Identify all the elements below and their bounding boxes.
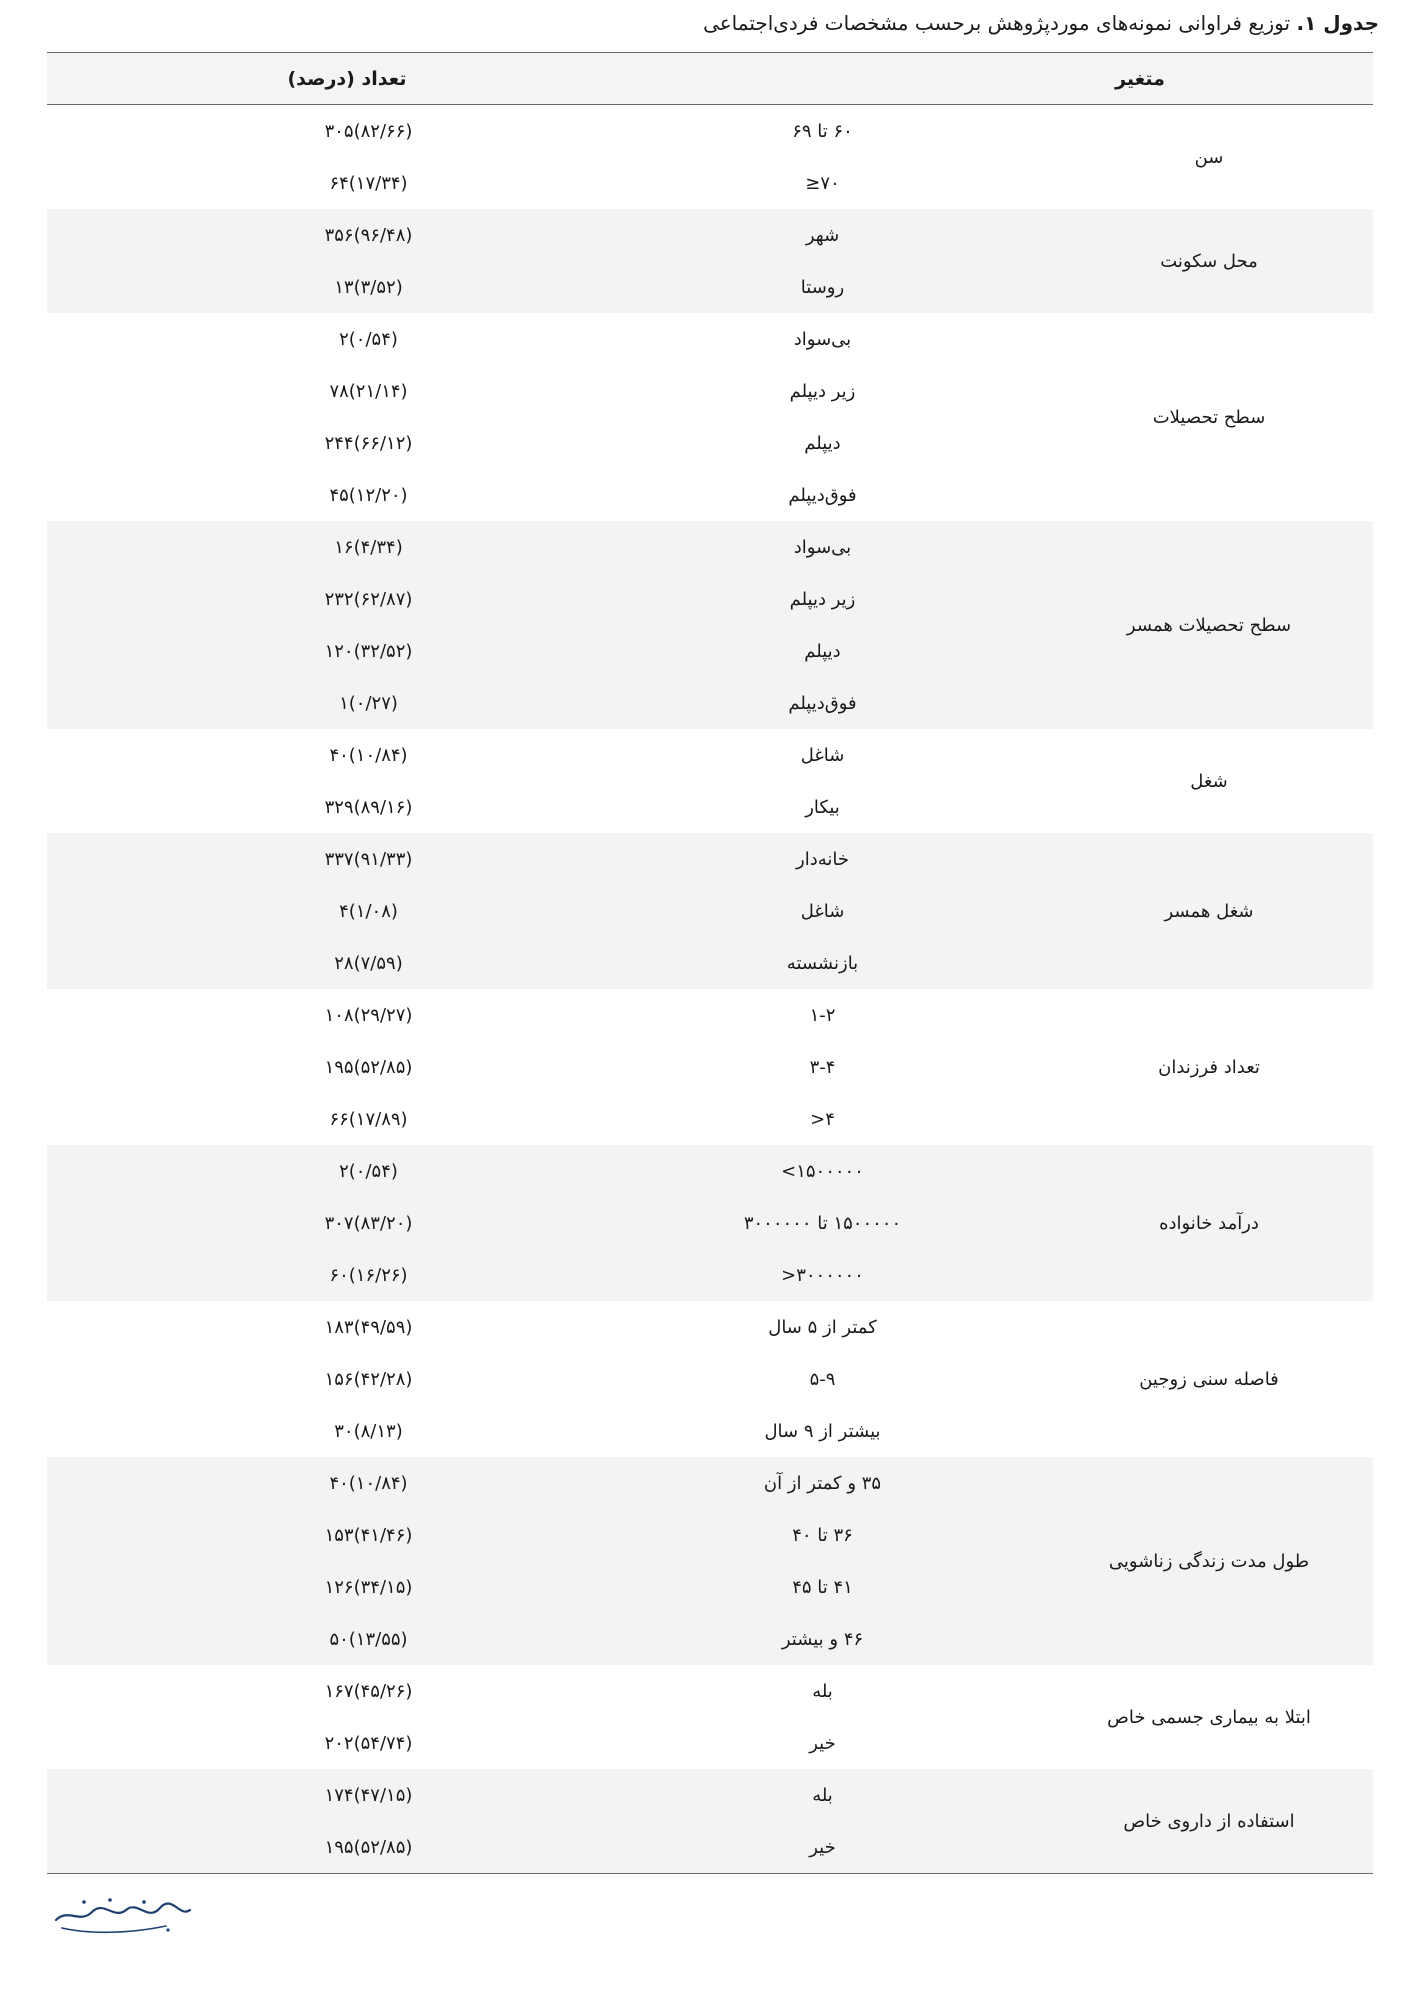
category-cell: ۴< — [810, 1108, 835, 1130]
header-count: تعداد (درصد) — [287, 67, 407, 90]
table-body — [47, 105, 1373, 1873]
count-cell: ۱۸۳(۴۹/۵۹) — [324, 1316, 413, 1338]
count-cell: ۱۶(۴/۳۴) — [334, 536, 403, 558]
category-cell: بی‌سواد — [793, 536, 852, 558]
category-cell: خیر — [809, 1732, 836, 1754]
category-cell: ۳۰۰۰۰۰۰< — [781, 1264, 864, 1286]
table-row — [47, 261, 1045, 313]
variable-name: استفاده از داروی خاص — [1123, 1810, 1295, 1832]
count-cell: ۱۲۶(۳۴/۱۵) — [324, 1576, 413, 1598]
table-row — [47, 1249, 1045, 1301]
count-cell: ۱۷۴(۴۷/۱۵) — [324, 1784, 413, 1806]
category-cell: بله — [812, 1680, 833, 1702]
variable-name: سن — [1194, 146, 1224, 168]
table-row — [47, 1197, 1045, 1249]
category-cell: روستا — [800, 276, 845, 298]
category-cell: کمتر از ۵ سال — [768, 1316, 877, 1338]
header-variable: متغیر — [1115, 67, 1165, 90]
category-cell: ۱۵۰۰۰۰۰> — [781, 1160, 864, 1182]
variable-group — [47, 313, 1373, 521]
variable-group — [47, 1665, 1373, 1769]
category-cell: فوق‌دیپلم — [788, 692, 857, 714]
category-cell: بله — [812, 1784, 833, 1806]
table-row — [47, 781, 1045, 833]
category-cell: ۱-۲ — [809, 1004, 836, 1026]
category-cell: ۳۶ تا ۴۰ — [792, 1524, 853, 1546]
category-cell: ۱۵۰۰۰۰۰ تا ۳۰۰۰۰۰۰ — [743, 1212, 902, 1234]
variable-group — [47, 1457, 1373, 1665]
count-cell: ۴(۱/۰۸) — [339, 900, 398, 922]
table-row — [47, 1561, 1045, 1613]
count-cell: ۱۵۶(۴۲/۲۸) — [324, 1368, 413, 1390]
variable-name: طول مدت زندگی زناشویی — [1108, 1550, 1310, 1572]
variable-group — [47, 1769, 1373, 1873]
count-cell: ۲۸(۷/۵۹) — [334, 952, 403, 974]
table-row — [47, 313, 1045, 365]
category-cell: ۷۰≤ — [805, 172, 840, 194]
count-cell: ۱۵۳(۴۱/۴۶) — [324, 1524, 413, 1546]
journal-logo — [48, 1890, 198, 1940]
variable-group — [47, 833, 1373, 989]
data-table — [47, 52, 1373, 1874]
table-row — [47, 1613, 1045, 1665]
table-row — [47, 1769, 1045, 1821]
count-cell: ۲(۰/۵۴) — [339, 1160, 398, 1182]
count-cell: ۲۳۲(۶۲/۸۷) — [324, 588, 413, 610]
count-cell: ۱۲۰(۳۲/۵۲) — [324, 640, 413, 662]
table-header — [47, 53, 1373, 105]
variable-name: سطح تحصیلات همسر — [1126, 614, 1292, 636]
count-cell: ۲۰۲(۵۴/۷۴) — [324, 1732, 413, 1754]
table-row — [47, 1301, 1045, 1353]
variable-group — [47, 729, 1373, 833]
table-row — [47, 729, 1045, 781]
table-caption — [28, 8, 1379, 38]
category-cell: شهر — [805, 224, 840, 246]
table-row — [47, 937, 1045, 989]
category-cell: شاغل — [800, 744, 845, 766]
table-row — [47, 885, 1045, 937]
variable-name: درآمد خانواده — [1159, 1212, 1259, 1234]
table-row — [47, 625, 1045, 677]
table-row — [47, 1405, 1045, 1457]
count-cell: ۴۰(۱۰/۸۴) — [329, 744, 408, 766]
variable-name: شغل — [1190, 770, 1228, 792]
count-cell: ۳۳۷(۹۱/۳۳) — [324, 848, 413, 870]
category-cell: ۳-۴ — [809, 1056, 836, 1078]
category-cell: ۴۱ تا ۴۵ — [792, 1576, 853, 1598]
variable-name: شغل همسر — [1164, 900, 1254, 922]
count-cell: ۱۶۷(۴۵/۲۶) — [324, 1680, 413, 1702]
count-cell: ۳۰۵(۸۲/۶۶) — [324, 120, 413, 142]
count-cell: ۵۰(۱۳/۵۵) — [329, 1628, 408, 1650]
count-cell: ۲(۰/۵۴) — [339, 328, 398, 350]
category-cell: ۴۶ و بیشتر — [781, 1628, 864, 1650]
count-cell: ۳۲۹(۸۹/۱۶) — [324, 796, 413, 818]
count-cell: ۱۰۸(۲۹/۲۷) — [324, 1004, 413, 1026]
table-row — [47, 573, 1045, 625]
table-row — [47, 1145, 1045, 1197]
table-row — [47, 1041, 1045, 1093]
variable-name: ابتلا به بیماری جسمی خاص — [1107, 1706, 1311, 1728]
count-cell: ۶۶(۱۷/۸۹) — [329, 1108, 408, 1130]
variable-group — [47, 1301, 1373, 1457]
table-row — [47, 469, 1045, 521]
category-cell: شاغل — [800, 900, 845, 922]
table-row — [47, 1821, 1045, 1873]
table-row — [47, 1665, 1045, 1717]
table-row — [47, 157, 1045, 209]
variable-group — [47, 105, 1373, 209]
variable-name: تعداد فرزندان — [1158, 1056, 1260, 1078]
caption-label: جدول ۱. — [1296, 11, 1379, 35]
table-row — [47, 833, 1045, 885]
category-cell: بی‌سواد — [793, 328, 852, 350]
table-row — [47, 365, 1045, 417]
variable-group — [47, 1145, 1373, 1301]
category-cell: فوق‌دیپلم — [788, 484, 857, 506]
category-cell: زیر دیپلم — [789, 588, 856, 610]
variable-name: محل سکونت — [1160, 250, 1258, 272]
count-cell: ۲۴۴(۶۶/۱۲) — [324, 432, 413, 454]
count-cell: ۱۹۵(۵۲/۸۵) — [324, 1056, 413, 1078]
count-cell: ۶۴(۱۷/۳۴) — [329, 172, 408, 194]
count-cell: ۳۵۶(۹۶/۴۸) — [324, 224, 413, 246]
category-cell: ۳۵ و کمتر از آن — [763, 1472, 882, 1494]
count-cell: ۱۹۵(۵۲/۸۵) — [324, 1836, 413, 1858]
count-cell: ۶۰(۱۶/۲۶) — [329, 1264, 408, 1286]
table-row — [47, 209, 1045, 261]
category-cell: دیپلم — [804, 640, 841, 662]
table-row — [47, 417, 1045, 469]
table-row — [47, 1093, 1045, 1145]
variable-group — [47, 209, 1373, 313]
category-cell: ۶۰ تا ۶۹ — [792, 120, 853, 142]
table-row — [47, 677, 1045, 729]
count-cell: ۳۰(۸/۱۳) — [334, 1420, 403, 1442]
count-cell: ۴۵(۱۲/۲۰) — [329, 484, 408, 506]
count-cell: ۴۰(۱۰/۸۴) — [329, 1472, 408, 1494]
variable-name: فاصله سنی زوجین — [1139, 1368, 1279, 1390]
category-cell: بازنشسته — [786, 952, 859, 974]
variable-name: سطح تحصیلات — [1152, 406, 1266, 428]
variable-group — [47, 521, 1373, 729]
category-cell: خانه‌دار — [796, 848, 849, 870]
table-row — [47, 1509, 1045, 1561]
table-row — [47, 1353, 1045, 1405]
category-cell: دیپلم — [804, 432, 841, 454]
variable-group — [47, 989, 1373, 1145]
count-cell: ۷۸(۲۱/۱۴) — [329, 380, 408, 402]
caption-text: توزیع فراوانی نمونه‌های موردپژوهش برحسب مشخصات فردی‌اجتماعی — [703, 11, 1291, 35]
count-cell: ۱۳(۳/۵۲) — [334, 276, 403, 298]
count-cell: ۱(۰/۲۷) — [339, 692, 398, 714]
table-row — [47, 105, 1045, 157]
category-cell: بیشتر از ۹ سال — [764, 1420, 881, 1442]
category-cell: بیکار — [805, 796, 840, 818]
category-cell: ۵-۹ — [809, 1368, 836, 1390]
category-cell: زیر دیپلم — [789, 380, 856, 402]
table-row — [47, 1457, 1045, 1509]
count-cell: ۳۰۷(۸۳/۲۰) — [324, 1212, 413, 1234]
category-cell: خیر — [809, 1836, 836, 1858]
table-row — [47, 989, 1045, 1041]
table-row — [47, 521, 1045, 573]
table-row — [47, 1717, 1045, 1769]
